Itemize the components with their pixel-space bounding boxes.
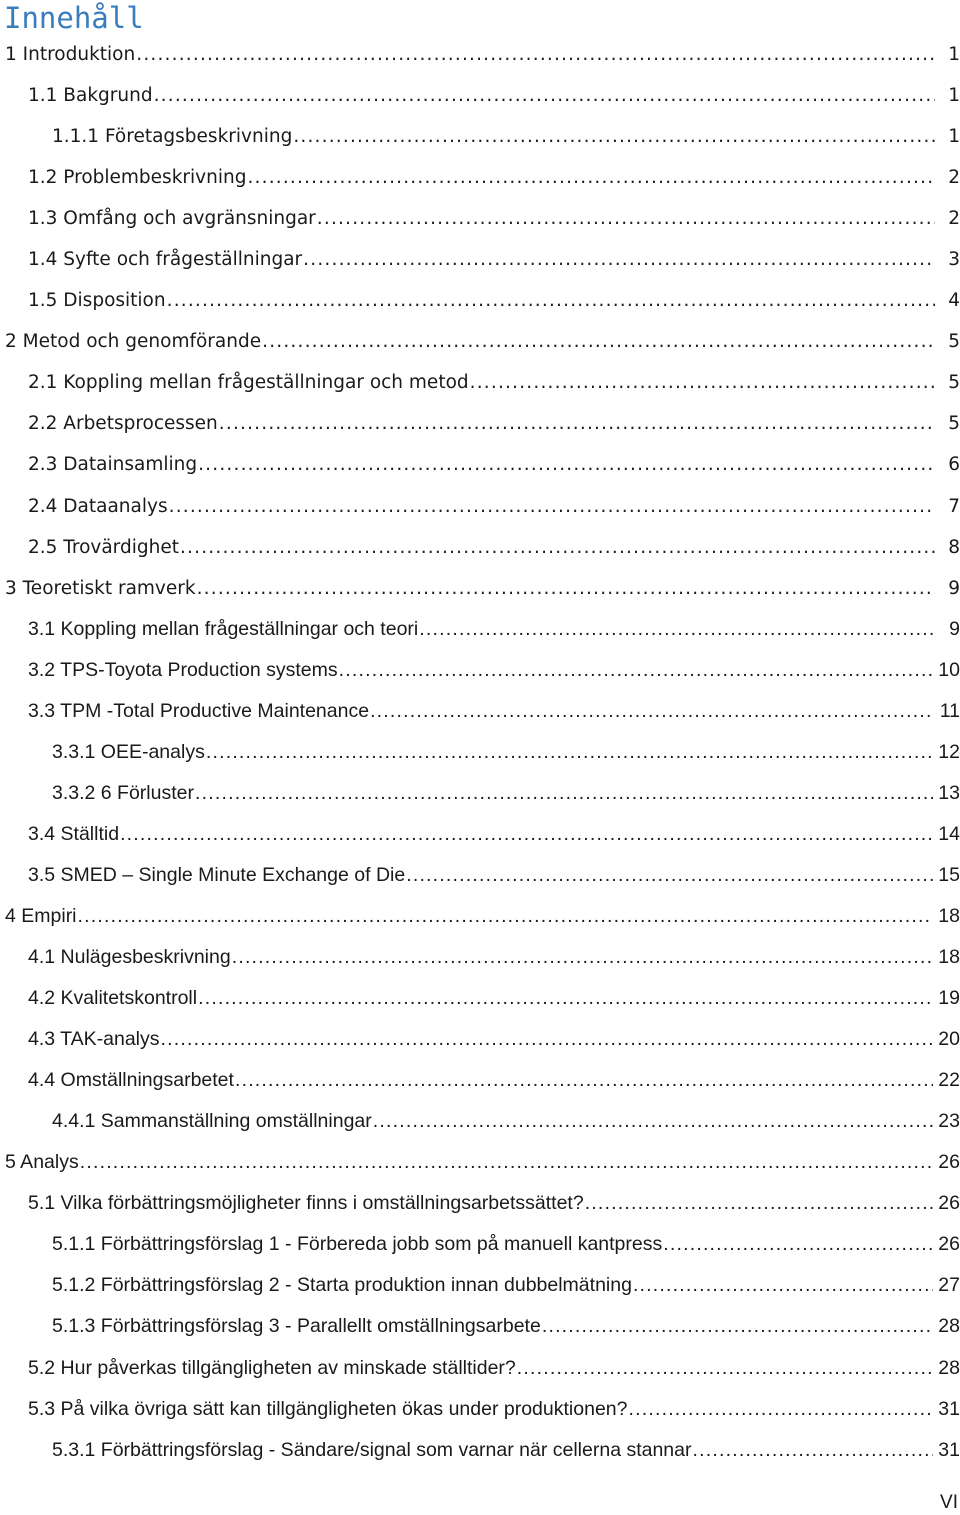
toc-entry[interactable]: [0, 937, 960, 978]
toc-entry-page: 11: [939, 699, 960, 722]
toc-entry-label: 1 Introduktion: [5, 44, 136, 65]
toc-entry-label: 4.4 Omställningsarbetet: [28, 1069, 234, 1092]
toc-entry-page: 5: [948, 413, 960, 435]
toc-dot-leader: [373, 1101, 933, 1142]
toc-dot-leader: [219, 403, 935, 444]
toc-dot-leader: [167, 280, 935, 321]
toc-entry-label: 1.3 Omfång och avgränsningar: [28, 208, 316, 230]
toc-entry[interactable]: [0, 732, 960, 773]
toc-entry-page: 5: [948, 331, 960, 353]
toc-entry-label: 3.1 Koppling mellan frågeställningar och teori: [28, 617, 419, 640]
toc-entry-label: 5.3.1 Förbättringsförslag - Sändare/signal som varnar när cellerna stannar: [52, 1438, 692, 1461]
toc-entry-page: 13: [938, 781, 960, 804]
toc-entry-label: 2.4 Dataanalys: [28, 495, 168, 517]
toc-entry[interactable]: [0, 280, 960, 321]
toc-dot-leader: [120, 814, 933, 855]
toc-entry-page: 23: [938, 1110, 960, 1133]
toc-entry-label: 4.4.1 Sammanställning omställningar: [52, 1110, 372, 1133]
toc-entry-page: 18: [938, 904, 960, 927]
toc-entry-label: 4.1 Nulägesbeskrivning: [28, 946, 231, 969]
toc-entry-label: 2.5 Trovärdighet: [28, 536, 179, 558]
toc-entry-label: 4.3 TAK-analys: [28, 1028, 160, 1051]
toc-dot-leader: [232, 937, 933, 978]
toc-entry[interactable]: [0, 1348, 960, 1389]
toc-entry[interactable]: [0, 157, 960, 198]
toc-entry-page: 4: [948, 290, 960, 312]
toc-entry-label: 3.5 SMED – Single Minute Exchange of Die: [28, 863, 406, 886]
toc-dot-leader: [370, 691, 933, 732]
toc-dot-leader: [542, 1306, 933, 1347]
toc-dot-leader: [303, 239, 935, 280]
toc-entry-page: 26: [938, 1233, 960, 1256]
toc-entry-page: 14: [938, 822, 960, 845]
toc-dot-leader: [78, 896, 933, 937]
toc-dot-leader: [262, 321, 935, 362]
toc-entry-page: 6: [948, 454, 960, 476]
toc-entry-page: 7: [948, 495, 960, 517]
toc-entry-label: 2 Metod och genomförande: [5, 331, 262, 353]
toc-dot-leader: [206, 732, 933, 773]
toc-list: [0, 34, 960, 1471]
toc-dot-leader: [235, 1060, 933, 1101]
toc-entry[interactable]: [0, 486, 960, 527]
toc-entry-page: 20: [938, 1028, 960, 1051]
toc-dot-leader: [633, 1265, 933, 1306]
toc-entry[interactable]: [0, 814, 960, 855]
toc-entry[interactable]: [0, 34, 960, 75]
toc-dot-leader: [197, 568, 935, 609]
toc-entry-page: 1: [948, 85, 960, 107]
toc-dot-leader: [136, 34, 935, 75]
toc-entry-label: 5.2 Hur påverkas tillgängligheten av minskade ställtider?: [28, 1356, 516, 1379]
toc-entry-label: 5.1 Vilka förbättringsmöjligheter finns i omställningsarbetssättet?: [28, 1192, 584, 1215]
toc-entry-page: 12: [938, 740, 960, 763]
toc-entry[interactable]: [0, 321, 960, 362]
toc-entry[interactable]: [0, 1019, 960, 1060]
toc-entry-page: 1: [948, 44, 960, 65]
toc-dot-leader: [180, 527, 935, 568]
toc-entry-page: 2: [948, 167, 960, 189]
toc-entry[interactable]: [0, 362, 960, 403]
toc-entry-page: 22: [938, 1069, 960, 1092]
toc-dot-leader: [663, 1224, 933, 1265]
toc-entry-label: 3.3.2 6 Förluster: [52, 781, 194, 804]
toc-entry-page: 9: [948, 577, 960, 599]
toc-entry-label: 3.3 TPM -Total Productive Maintenance: [28, 699, 370, 722]
toc-entry-page: 1: [948, 126, 960, 148]
toc-entry-page: 15: [938, 863, 960, 886]
toc-dot-leader: [517, 1348, 933, 1389]
toc-entry-label: 3.2 TPS-Toyota Production systems: [28, 658, 338, 681]
toc-entry[interactable]: [0, 1101, 960, 1142]
toc-entry-page: 5: [948, 372, 960, 394]
toc-entry[interactable]: [0, 855, 960, 896]
toc-entry-label: 4 Empiri: [5, 904, 77, 927]
toc-entry-label: 5.1.1 Förbättringsförslag 1 - Förbereda jobb som på manuell kantpress: [52, 1233, 663, 1256]
toc-dot-leader: [585, 1183, 933, 1224]
toc-entry-label: 1.4 Syfte och frågeställningar: [28, 249, 303, 271]
toc-entry-label: 1.1 Bakgrund: [28, 85, 153, 107]
toc-entry-page: 19: [938, 987, 960, 1010]
toc-entry[interactable]: [0, 1183, 960, 1224]
toc-entry[interactable]: [0, 239, 960, 280]
toc-dot-leader: [198, 978, 933, 1019]
toc-entry-page: 10: [938, 658, 960, 681]
toc-entry[interactable]: [0, 403, 960, 444]
toc-entry-label: 1.2 Problembeskrivning: [28, 167, 247, 189]
toc-entry-label: 3.3.1 OEE-analys: [52, 740, 205, 763]
toc-entry-label: 5.1.3 Förbättringsförslag 3 - Parallellt omställningsarbete: [52, 1315, 541, 1338]
toc-dot-leader: [247, 157, 935, 198]
toc-entry[interactable]: [0, 116, 960, 157]
toc-entry[interactable]: [0, 609, 960, 650]
page-title: Innehåll: [4, 1, 144, 35]
toc-entry[interactable]: [0, 896, 960, 937]
toc-entry-page: 28: [938, 1315, 960, 1338]
toc-dot-leader: [195, 773, 933, 814]
toc-entry-label: 5.3 På vilka övriga sätt kan tillgängligheten ökas under produktionen?: [28, 1397, 628, 1420]
toc-dot-leader: [169, 486, 935, 527]
toc-dot-leader: [470, 362, 935, 403]
toc-entry[interactable]: [0, 1265, 960, 1306]
toc-dot-leader: [293, 116, 935, 157]
toc-entry-page: 8: [948, 536, 960, 558]
toc-entry-label: 3.4 Ställtid: [28, 822, 120, 845]
toc-entry[interactable]: [0, 1224, 960, 1265]
toc-entry[interactable]: [0, 978, 960, 1019]
toc-entry-page: 2: [948, 208, 960, 230]
toc-dot-leader: [161, 1019, 933, 1060]
toc-entry[interactable]: [0, 1389, 960, 1430]
toc-entry-page: 9: [949, 617, 960, 640]
toc-entry-page: 28: [938, 1356, 960, 1379]
toc-dot-leader: [406, 855, 933, 896]
toc-entry-label: 3 Teoretiskt ramverk: [5, 577, 196, 599]
toc-entry-label: 1.1.1 Företagsbeskrivning: [52, 126, 293, 148]
toc-entry-page: 3: [948, 249, 960, 271]
toc-entry[interactable]: [0, 1306, 960, 1347]
toc-dot-leader: [693, 1430, 934, 1471]
toc-dot-leader: [317, 198, 935, 239]
toc-entry-label: 4.2 Kvalitetskontroll: [28, 987, 198, 1010]
toc-entry-page: 26: [938, 1192, 960, 1215]
toc-entry-label: 5 Analys: [5, 1151, 79, 1174]
toc-entry[interactable]: [0, 650, 960, 691]
toc-entry[interactable]: [0, 568, 960, 609]
toc-entry-page: 27: [938, 1274, 960, 1297]
toc-entry-label: 2.2 Arbetsprocessen: [28, 413, 218, 435]
toc-entry[interactable]: [0, 773, 960, 814]
page-number: VI: [940, 1492, 958, 1513]
toc-entry-page: 31: [938, 1438, 960, 1461]
toc-entry-page: 31: [938, 1397, 960, 1420]
toc-entry[interactable]: [0, 444, 960, 485]
toc-dot-leader: [80, 1142, 933, 1183]
toc-entry-label: 2.3 Datainsamling: [28, 454, 198, 476]
toc-entry[interactable]: [0, 527, 960, 568]
toc-entry[interactable]: [0, 198, 960, 239]
toc-dot-leader: [339, 650, 933, 691]
toc-entry-label: 5.1.2 Förbättringsförslag 2 - Starta produktion innan dubbelmätning: [52, 1274, 632, 1297]
toc-entry[interactable]: [0, 1060, 960, 1101]
toc-entry-label: 1.5 Disposition: [28, 290, 166, 312]
toc-entry-page: 26: [938, 1151, 960, 1174]
toc-entry[interactable]: [0, 75, 960, 116]
toc-entry[interactable]: [0, 691, 960, 732]
toc-entry-label: 2.1 Koppling mellan frågeställningar och metod: [28, 372, 469, 394]
toc-dot-leader: [419, 609, 933, 650]
toc-dot-leader: [628, 1389, 933, 1430]
toc-dot-leader: [198, 444, 935, 485]
toc-entry[interactable]: [0, 1430, 960, 1471]
toc-dot-leader: [154, 75, 935, 116]
toc-entry[interactable]: [0, 1142, 960, 1183]
toc-entry-page: 18: [938, 946, 960, 969]
